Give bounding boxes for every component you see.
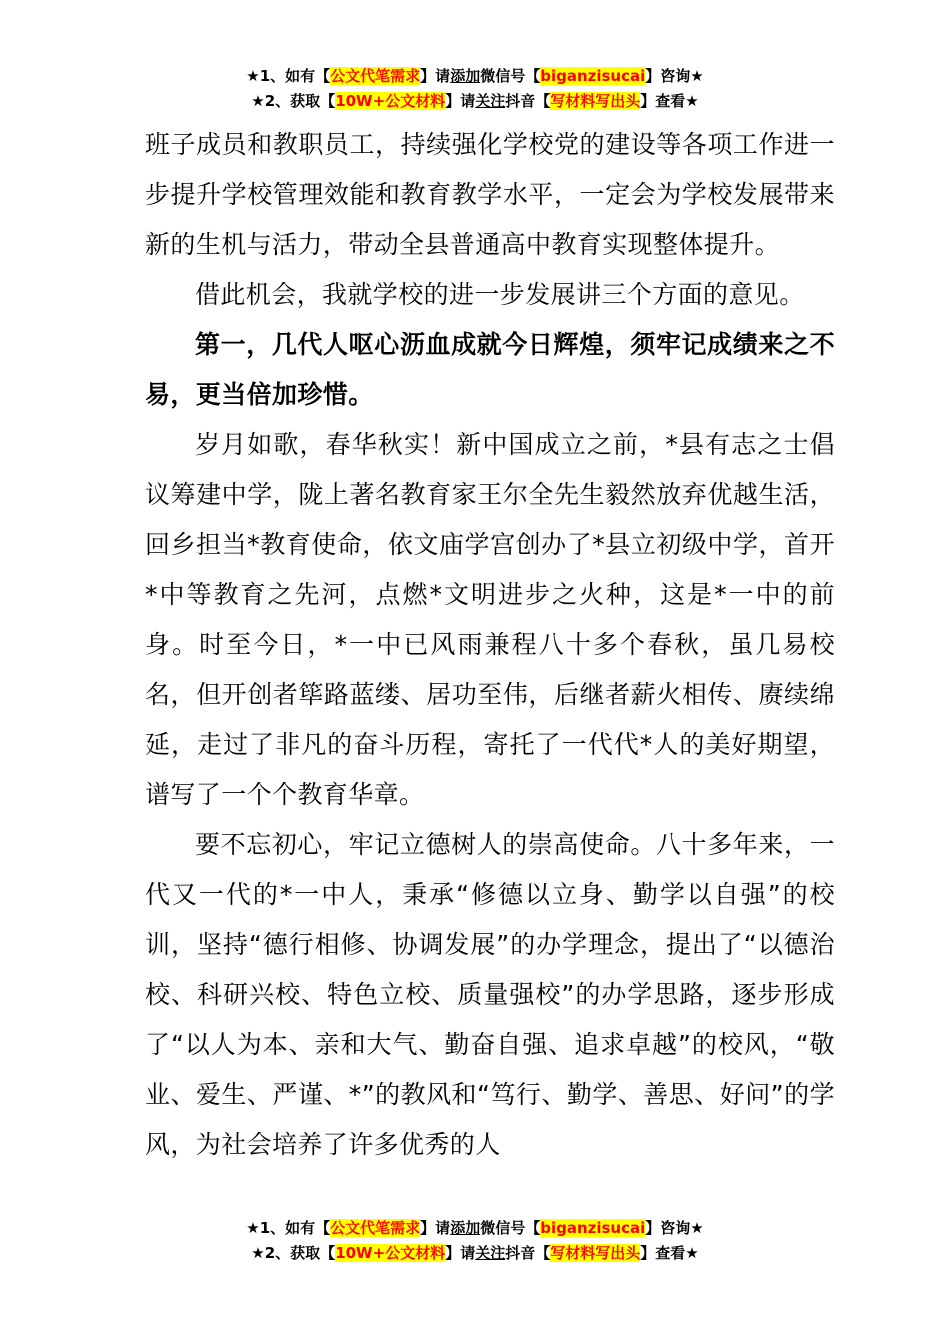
highlight-materials: 10W+公文材料 xyxy=(335,92,446,110)
highlight-writing-service: 公文代笔需求 xyxy=(330,67,421,85)
banner-line-1: ★1、如有【公文代笔需求】请添加微信号【biganzisucai】咨询★ xyxy=(246,67,704,85)
highlight-douyin-account: 写材料写出头 xyxy=(550,92,641,110)
paragraph-continuation: 班子成员和教职员工，持续强化学校党的建设等各项工作进一步提升学校管理效能和教育教学水平，一定会为学校发展带来新的生机与活力，带动全县普通高中教育实现整体提升。 xyxy=(145,130,835,259)
highlight-materials: 10W+公文材料 xyxy=(335,1244,446,1262)
highlight-douyin-account: 写材料写出头 xyxy=(550,1244,641,1262)
banner-line-2: ★2、获取【10W+公文材料】请关注抖音【写材料写出头】查看★ xyxy=(251,92,699,110)
paragraph-mission: 要不忘初心，牢记立德树人的崇高使命。八十多年来，一代又一代的*一中人，秉承“修德以立身、勤学以自强”的校训，坚持“德行相修、协调发展”的办学理念，提出了“以德治校、科研兴校、特色立校、质量强校”的办学思路，逐步形成了“以人为本、亲和大气、勤奋自强、追求卓越”的校风，“敬业、爱生、严谨、*”的教风和“笃行、勤学、善思、好问”的学风，为社会培养了许多优秀的人 xyxy=(145,830,835,1159)
banner-line-2: ★2、获取【10W+公文材料】请关注抖音【写材料写出头】查看★ xyxy=(251,1244,699,1262)
document-body xyxy=(145,120,835,1170)
highlight-wechat-id: biganzisucai xyxy=(540,67,646,85)
section-heading-first: 第一，几代人呕心沥血成就今日辉煌，须牢记成绩来之不易，更当倍加珍惜。 xyxy=(145,330,835,409)
highlight-wechat-id: biganzisucai xyxy=(540,1219,646,1237)
header-banner xyxy=(0,64,950,114)
footer-banner xyxy=(0,1216,950,1266)
banner-line-1: ★1、如有【公文代笔需求】请添加微信号【biganzisucai】咨询★ xyxy=(246,1219,704,1237)
paragraph-history: 岁月如歌，春华秋实！新中国成立之前，*县有志之士倡议筹建中学，陇上著名教育家王尔全先生毅然放弃优越生活，回乡担当*教育使命，依文庙学宫创办了*县立初级中学，首开*中等教育之先河，点燃*文明进步之火种，这是*一中的前身。时至今日，*一中已风雨兼程八十多个春秋，虽几易校名，但开创者筚路蓝缕、居功至伟，后继者薪火相传、赓续绵延，走过了非凡的奋斗历程，寄托了一代代*人的美好期望，谱写了一个个教育华章。 xyxy=(145,430,835,809)
paragraph-intro: 借此机会，我就学校的进一步发展讲三个方面的意见。 xyxy=(195,280,805,309)
highlight-writing-service: 公文代笔需求 xyxy=(330,1219,421,1237)
